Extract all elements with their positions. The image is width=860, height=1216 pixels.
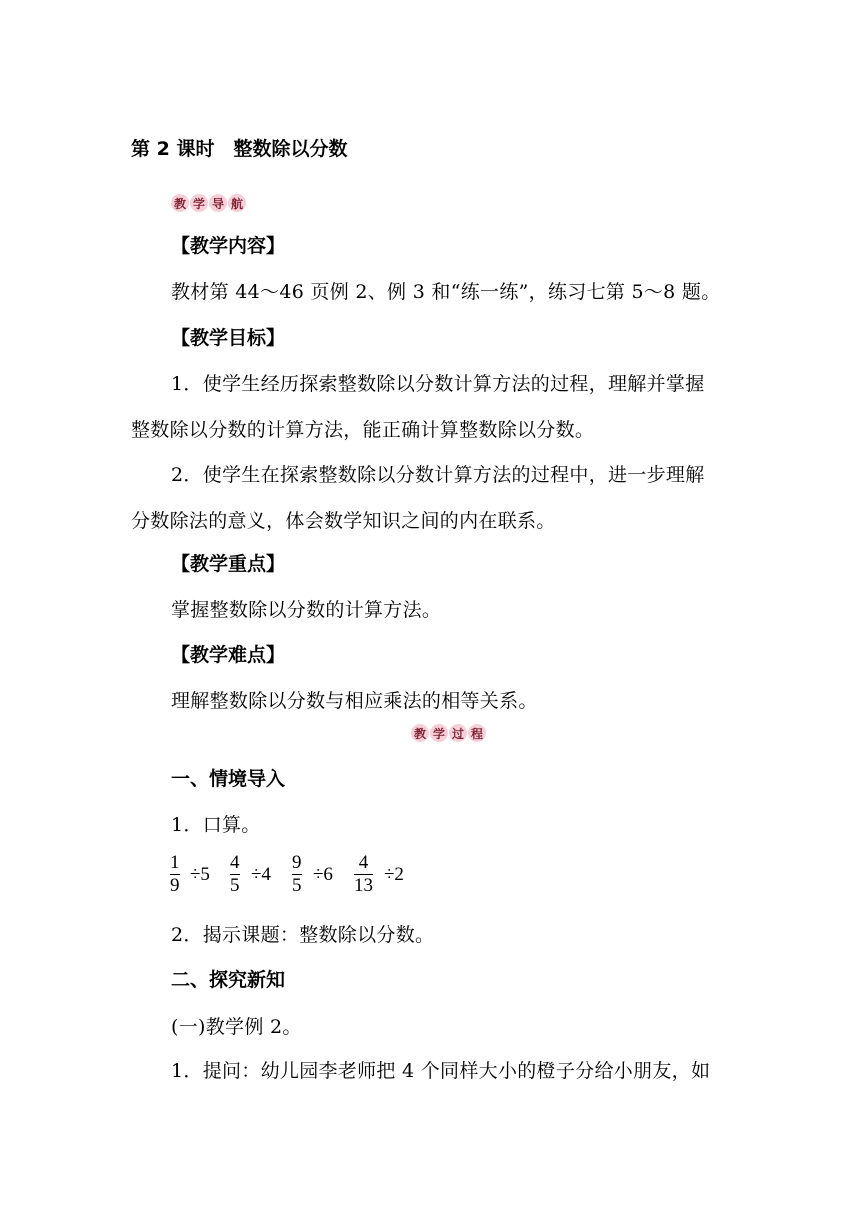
badge-char: 程: [468, 724, 486, 742]
difficulty-text: 理解整数除以分数与相应乘法的相等关系。: [171, 690, 538, 712]
badge-char: 学: [190, 194, 208, 212]
denominator: 9: [170, 875, 180, 896]
goal1-line2: 整数除以分数的计算方法，能正确计算整数除以分数。: [131, 419, 595, 441]
key-heading: 【教学重点】: [171, 553, 286, 575]
teaching-guide-badge: [171, 194, 246, 212]
badge-char: 教: [411, 724, 429, 742]
badge-char: 学: [430, 724, 448, 742]
badge-char: 航: [228, 194, 246, 212]
division-operator: ÷6: [313, 864, 333, 885]
fraction-2: [230, 853, 240, 896]
numerator: 4: [230, 852, 240, 873]
goal2-line2: 分数除法的意义，体会数学知识之间的内在联系。: [131, 510, 556, 532]
division-operator: ÷2: [384, 864, 404, 885]
part2-heading: 二、探究新知: [171, 969, 286, 991]
sub1-text: (一)教学例 2。: [171, 1016, 302, 1038]
denominator: 13: [354, 875, 373, 896]
lesson-title: 第 2 课时 整数除以分数: [131, 138, 348, 160]
numerator: 9: [292, 852, 302, 873]
division-operator: ÷5: [190, 864, 210, 885]
item1-text: 1．口算。: [171, 814, 261, 836]
teaching-process-badge: [411, 724, 486, 742]
goals-heading: 【教学目标】: [171, 327, 286, 349]
badge-char: 导: [209, 194, 227, 212]
content-text: 教材第 44～46 页例 2、例 3 和“练一练”，练习七第 5～8 题。: [171, 281, 721, 303]
difficulty-heading: 【教学难点】: [171, 644, 286, 666]
division-operator: ÷4: [251, 864, 271, 885]
fraction-1: [170, 853, 180, 896]
goal2-line1: 2．使学生在探索整数除以分数计算方法的过程中，进一步理解: [171, 464, 705, 486]
item2-text: 2．揭示课题：整数除以分数。: [171, 924, 435, 946]
key-text: 掌握整数除以分数的计算方法。: [171, 599, 442, 621]
fraction-3: [292, 853, 302, 896]
fraction-4: [354, 853, 373, 896]
part1-heading: 一、情境导入: [171, 768, 286, 790]
numerator: 1: [170, 852, 180, 873]
question-line: 1．提问：幼儿园李老师把 4 个同样大小的橙子分给小朋友，如: [171, 1060, 711, 1082]
badge-char: 过: [449, 724, 467, 742]
badge-char: 教: [171, 194, 189, 212]
numerator: 4: [358, 852, 369, 873]
denominator: 5: [292, 875, 302, 896]
goal1-line1: 1．使学生经历探索整数除以分数计算方法的过程，理解并掌握: [171, 373, 705, 395]
content-heading: 【教学内容】: [171, 235, 286, 257]
denominator: 5: [230, 875, 240, 896]
